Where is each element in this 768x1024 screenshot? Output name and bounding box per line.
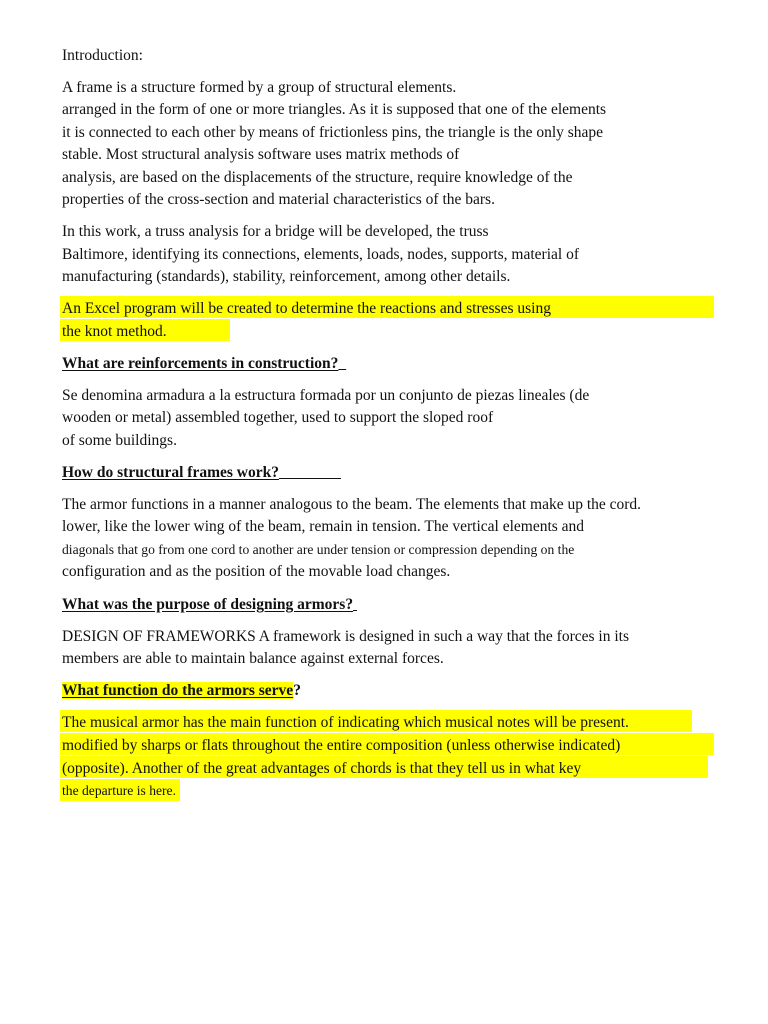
text-line: diagonals that go from one cord to another are under tension or compression depending on the (62, 542, 575, 557)
heading-underline-trail (353, 596, 357, 613)
text-line: of some buildings. (62, 432, 177, 449)
intro-heading: Introduction: (62, 47, 143, 64)
text-line: analysis, are based on the displacements of the structure, require knowledge of the (62, 169, 573, 186)
heading-text: What function do the armors serve (62, 682, 294, 699)
text-line: The musical armor has the main function of indicating which musical notes will be present. (62, 714, 629, 731)
heading-text: How do structural frames work? (62, 464, 279, 481)
text-line: A frame is a structure formed by a group of structural elements. (62, 79, 457, 96)
section-heading-purpose (62, 595, 357, 615)
text-line: wooden or metal) assembled together, used to support the sloped roof (62, 409, 494, 426)
text-line: manufacturing (standards), stability, reinforcement, among other details. (62, 268, 511, 285)
heading-question-mark: ? (293, 682, 301, 699)
text-line: arranged in the form of one or more triangles. As it is supposed that one of the elements (62, 101, 607, 118)
text-line: members are able to maintain balance against external forces. (62, 650, 444, 667)
section-heading-function (62, 681, 301, 701)
text-line (62, 781, 176, 801)
text-line: DESIGN OF FRAMEWORKS A framework is designed in such a way that the forces in its (62, 628, 629, 645)
text-fragment: the departure is here (62, 783, 173, 798)
section-heading-frames (62, 463, 341, 483)
text-line: Baltimore, identifying its connections, elements, loads, nodes, supports, material of (62, 246, 579, 263)
text-line: configuration and as the position of the movable load changes. (62, 563, 451, 580)
text-line: it is connected to each other by means of frictionless pins, the triangle is the only shape (62, 124, 604, 141)
text-line: modified by sharps or flats throughout the entire composition (unless otherwise indicated) (62, 737, 621, 754)
heading-text: What was the purpose of designing armors? (62, 596, 354, 613)
text-line: lower, like the lower wing of the beam, remain in tension. The vertical elements and (62, 518, 585, 535)
section-heading-reinforcements (62, 354, 346, 374)
text-fragment: . (172, 783, 176, 798)
heading-underline-trail (338, 355, 346, 372)
heading-text: What are reinforcements in construction? (62, 355, 339, 372)
text-line: the knot method. (62, 323, 167, 340)
text-line: The armor functions in a manner analogous to the beam. The elements that make up the cord. (62, 496, 642, 513)
text-line: An Excel program will be created to determine the reactions and stresses using (62, 300, 551, 317)
text-line: In this work, a truss analysis for a bridge will be developed, the truss (62, 223, 489, 240)
text-line: Se denomina armadura a la estructura formada por un conjunto de piezas lineales (de (62, 387, 590, 404)
text-line: stable. Most structural analysis software uses matrix methods of (62, 146, 460, 163)
text-line: properties of the cross-section and material characteristics of the bars. (62, 191, 495, 208)
heading-underline-trail (279, 464, 341, 481)
text-line: (opposite). Another of the great advantages of chords is that they tell us in what key (62, 760, 582, 777)
